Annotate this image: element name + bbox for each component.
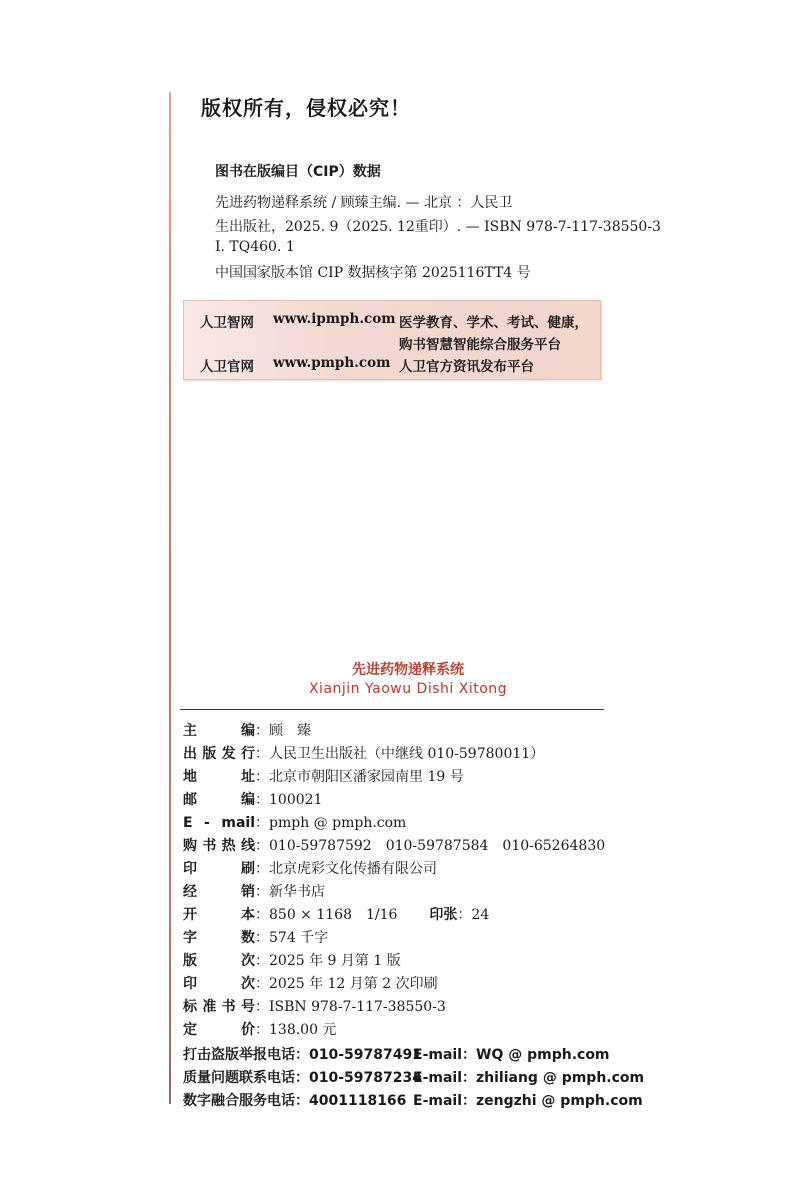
info-row: 经 销：新华书店 <box>183 884 325 900</box>
info-label: 定 价 <box>183 1022 255 1038</box>
info-value: 2025 年 9 月第 1 版 <box>269 953 401 969</box>
info-label: 标准书号 <box>183 999 255 1015</box>
info-value: pmph @ pmph.com <box>269 815 407 831</box>
website-name: 人卫智网 <box>200 315 254 331</box>
cip-line: Ⅰ. TQ460. 1 <box>215 239 295 255</box>
info-row: 地 址：北京市朝阳区潘家园南里 19 号 <box>183 769 464 785</box>
info-label: 主 编 <box>183 723 255 739</box>
info-value: 010-59787592 010-59787584 010-65264830 <box>269 838 606 854</box>
book-title: 先进药物递释系统 <box>352 662 464 678</box>
info-row: 字 数：574 千字 <box>183 930 329 946</box>
info-row: 印 次：2025 年 12 月第 2 次印刷 <box>183 976 438 992</box>
contact-row <box>183 1090 643 1110</box>
info-row: 购书热线：010-59787592 010-59787584 010-65264830 <box>183 838 606 854</box>
cip-line: 中国国家版本馆 CIP 数据核字第 2025116TT4 号 <box>215 265 531 281</box>
info-value: ISBN 978-7-117-38550-3 <box>269 999 446 1015</box>
info-value: 850 × 1168 1/16 <box>269 907 398 923</box>
copyright-notice: 版权所有，侵权必究！ <box>201 96 411 120</box>
info-value: 574 千字 <box>269 930 329 946</box>
info-row: E - mail：pmph @ pmph.com <box>183 815 407 831</box>
info-label: 地 址 <box>183 769 255 785</box>
info-row: 主 编：顾 臻 <box>183 723 311 739</box>
info-label: 印 次 <box>183 976 255 992</box>
info-label: 出版发行 <box>183 746 255 762</box>
info-label: 印 刷 <box>183 861 255 877</box>
website-info-box <box>183 300 601 380</box>
info-value: 北京市朝阳区潘家园南里 19 号 <box>269 769 464 785</box>
book-pinyin: Xianjin Yaowu Dishi Xitong <box>308 681 508 697</box>
website-desc: 人卫官方资讯发布平台 <box>399 359 534 375</box>
info-value: 138.00 元 <box>269 1022 337 1038</box>
contact-phone: 数字融合服务电话：4001118166 <box>183 1093 407 1109</box>
website-name: 人卫官网 <box>200 359 254 375</box>
info-label: 邮 编 <box>183 792 255 808</box>
info-row: 定 价：138.00 元 <box>183 1022 337 1038</box>
info-value: 2025 年 12 月第 2 次印刷 <box>269 976 438 992</box>
info-value: 顾 臻 <box>269 723 311 739</box>
info-value: 北京虎彩文化传播有限公司 <box>269 861 437 877</box>
cip-line: 先进药物递释系统 / 顾臻主编. — 北京 ：人民卫 <box>215 195 513 211</box>
info-label: 经 销 <box>183 884 255 900</box>
info-value: 24 <box>471 907 490 923</box>
website-desc: 医学教育、学术、考试、健康， <box>399 315 588 331</box>
cip-heading: 图书在版编目（CIP）数据 <box>215 164 381 180</box>
info-row: 印 刷：北京虎彩文化传播有限公司 <box>183 861 437 877</box>
contact-email: E-mail：WQ @ pmph.com <box>413 1047 610 1063</box>
info-value: 100021 <box>269 792 323 808</box>
divider <box>180 709 604 710</box>
page-edge-line <box>169 92 171 1104</box>
contact-phone: 质量问题联系电话：010-59787234 <box>183 1070 422 1086</box>
website-desc: 购书智慧智能综合服务平台 <box>399 337 561 353</box>
info-value: 新华书店 <box>269 884 325 900</box>
info-label: E - mail <box>183 815 255 831</box>
info-label: 印张 <box>429 907 458 923</box>
info-label: 购书热线 <box>183 838 255 854</box>
info-label: 开 本 <box>183 907 255 923</box>
info-row: 邮 编：100021 <box>183 792 323 808</box>
info-row: 版 次：2025 年 9 月第 1 版 <box>183 953 401 969</box>
contact-row <box>183 1067 645 1087</box>
info-value: 人民卫生出版社（中继线 010-59780011） <box>269 746 545 762</box>
contact-phone: 打击盗版举报电话：010-59787491 <box>183 1047 422 1063</box>
website-url-link[interactable]: www.ipmph.com <box>273 311 396 327</box>
website-url-link[interactable]: www.pmph.com <box>273 355 391 371</box>
info-row: 开 本：850 × 1168 1/16 印张：24 <box>183 907 490 923</box>
contact-email: E-mail：zhiliang @ pmph.com <box>413 1070 645 1086</box>
info-label: 字 数 <box>183 930 255 946</box>
info-row: 标准书号：ISBN 978-7-117-38550-3 <box>183 999 446 1015</box>
info-label: 版 次 <box>183 953 255 969</box>
cip-line: 生出版社，2025. 9（2025. 12重印）. — ISBN 978-7-117-38550-3 <box>215 219 661 235</box>
contact-email: E-mail：zengzhi @ pmph.com <box>413 1093 643 1109</box>
info-row: 出版发行：人民卫生出版社（中继线 010-59780011） <box>183 746 545 762</box>
contact-row <box>183 1044 610 1064</box>
